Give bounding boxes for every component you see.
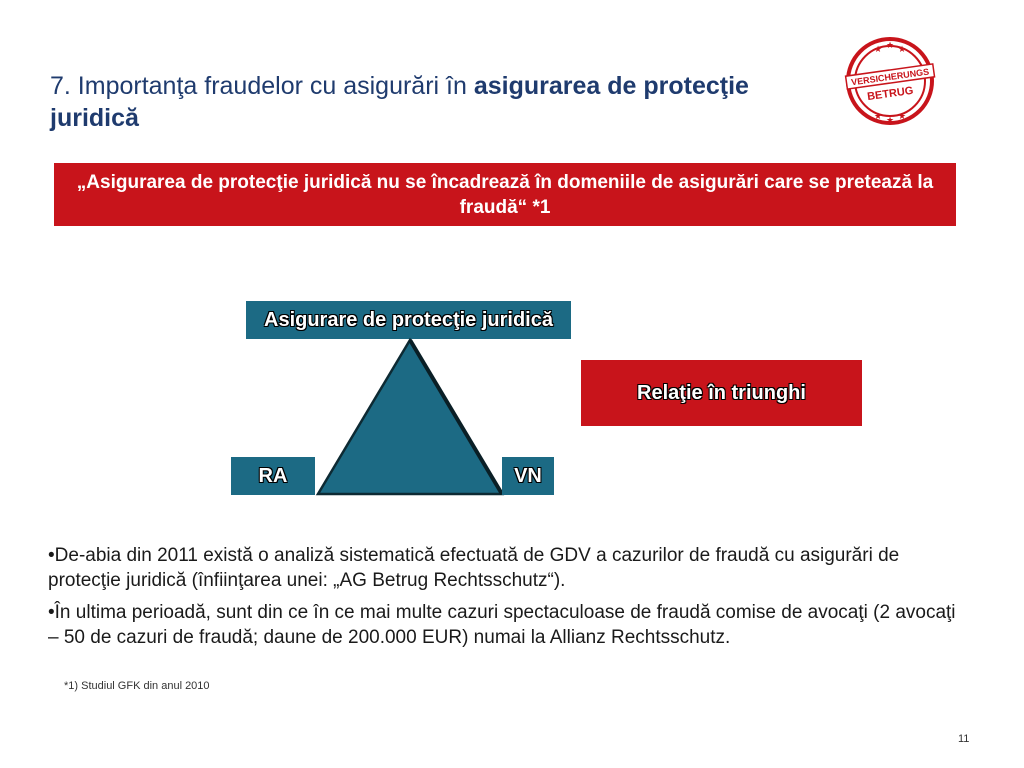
triangle-shape <box>314 336 506 498</box>
page-number: 11 <box>958 733 970 745</box>
diagram-left-label: RA <box>231 457 315 495</box>
diagram-right-label: VN <box>502 457 554 495</box>
title-bold: asigurarea de protecţie juridică <box>50 72 749 132</box>
diagram-top-label: Asigurare de protecţie juridică <box>246 301 571 339</box>
svg-text:★: ★ <box>874 45 883 55</box>
bullet-list <box>48 543 958 657</box>
svg-text:★: ★ <box>886 41 895 51</box>
versicherungs-betrug-stamp-icon <box>844 26 936 136</box>
stamp-line2: BETRUG <box>866 84 915 104</box>
title-prefix: 7. Importanţa fraudelor cu asigurări în <box>50 72 474 100</box>
relation-box: Relaţie în triunghi <box>581 360 862 426</box>
slide-title <box>50 70 770 134</box>
quote-text: „Asigurarea de protecţie juridică nu se încadrează în domeniile de asigurări care se pretează la fraudă“ *1 <box>76 171 934 218</box>
svg-text:★: ★ <box>898 45 907 55</box>
svg-text:★: ★ <box>874 112 883 122</box>
quote-box <box>54 163 956 226</box>
footnote: *1) Studiul GFK din anul 2010 <box>64 680 210 692</box>
bullet-item-2: •În ultima perioadă, sunt din ce în ce mai multe cazuri spectaculoase de fraudă comise de avocaţi (2 avocaţi – 50 de cazuri de fraudă; daune de 200.000 EUR) numai la Allianz Rechtsschutz. <box>48 602 956 648</box>
bullet-item-1: •De-abia din 2011 există o analiză sistematică efectuată de GDV a cazurilor de fraudă cu asigurări de protecţie juridică (înfiinţarea unei: „AG Betrug Rechtsschutz“). <box>48 545 900 591</box>
stamp-line1: VERSICHERUNGS <box>850 66 930 88</box>
svg-text:★: ★ <box>886 116 895 126</box>
svg-text:★: ★ <box>898 112 907 122</box>
